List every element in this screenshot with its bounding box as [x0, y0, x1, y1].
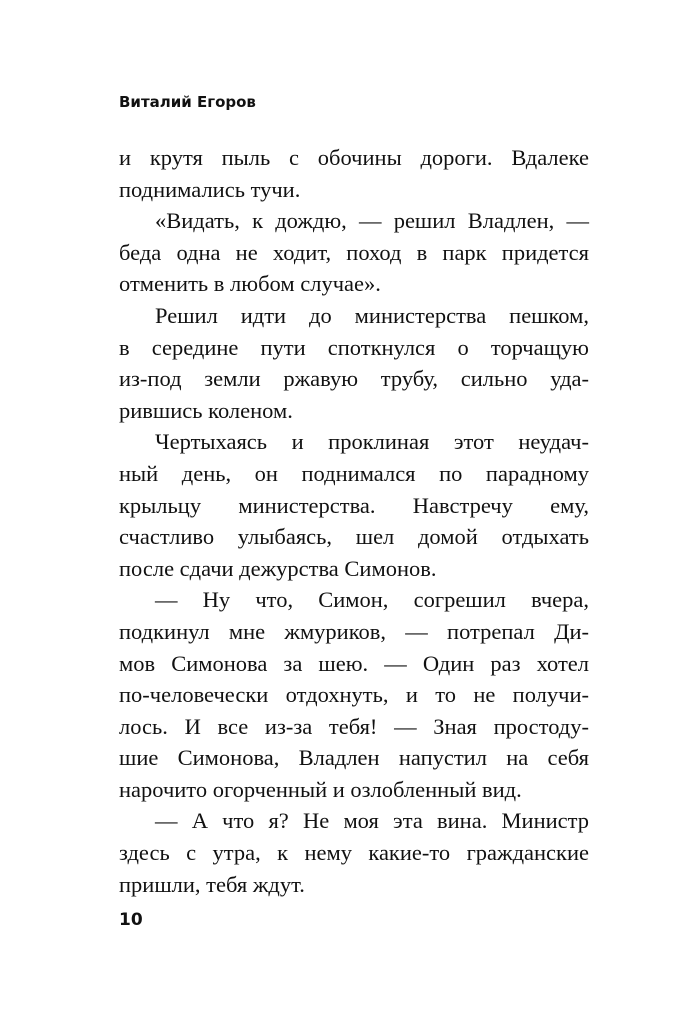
text-line: беда одна не ходит, поход в парк придется — [119, 239, 589, 265]
text-line: поднимались тучи. — [119, 176, 301, 202]
text-line: шие Симонова, Владлен напустил на себя — [119, 745, 589, 771]
page-number: 10 — [119, 910, 143, 930]
text-line: Решил идти до министерства пешком, — [155, 302, 589, 328]
text-line: подкинул мне жмуриков, — потрепал Ди- — [119, 618, 589, 644]
text-line: из-под земли ржавую трубу, сильно уда- — [119, 366, 589, 392]
text-line: Чертыхаясь и проклиная этот неудач- — [155, 429, 589, 455]
text-line: крыльцу министерства. Навстречу ему, — [119, 492, 589, 518]
text-line: пришли, тебя ждут. — [119, 871, 305, 897]
text-line: лось. И все из-за тебя! — Зная простоду- — [119, 713, 589, 739]
text-line: ный день, он поднимался по парадному — [119, 460, 589, 486]
running-head-author: Виталий Егоров — [119, 93, 256, 111]
text-line: мов Симонова за шею. — Один раз хотел — [119, 650, 589, 676]
text-line: — Ну что, Симон, согрешил вчера, — [155, 587, 589, 613]
text-line: в середине пути споткнулся о торчащую — [119, 334, 589, 360]
text-line: счастливо улыбаясь, шел домой отдыхать — [119, 524, 589, 550]
text-line: здесь с утра, к нему какие-то гражданские — [119, 840, 589, 866]
text-line: после сдачи дежурства Симонов. — [119, 555, 437, 581]
text-line: и крутя пыль с обочины дороги. Вдалеке — [119, 145, 589, 170]
text-line: рившись коленом. — [119, 397, 293, 423]
text-line: нарочито огорченный и озлобленный вид. — [119, 776, 522, 802]
text-line: — А что я? Не моя эта вина. Министр — [155, 808, 589, 834]
body-text — [119, 142, 589, 900]
text-line: «Видать, к дождю, — решил Владлен, — — [155, 208, 589, 234]
text-line: отменить в любом случае». — [119, 271, 381, 297]
text-line: по-человечески отдохнуть, и то не получи- — [119, 682, 589, 708]
